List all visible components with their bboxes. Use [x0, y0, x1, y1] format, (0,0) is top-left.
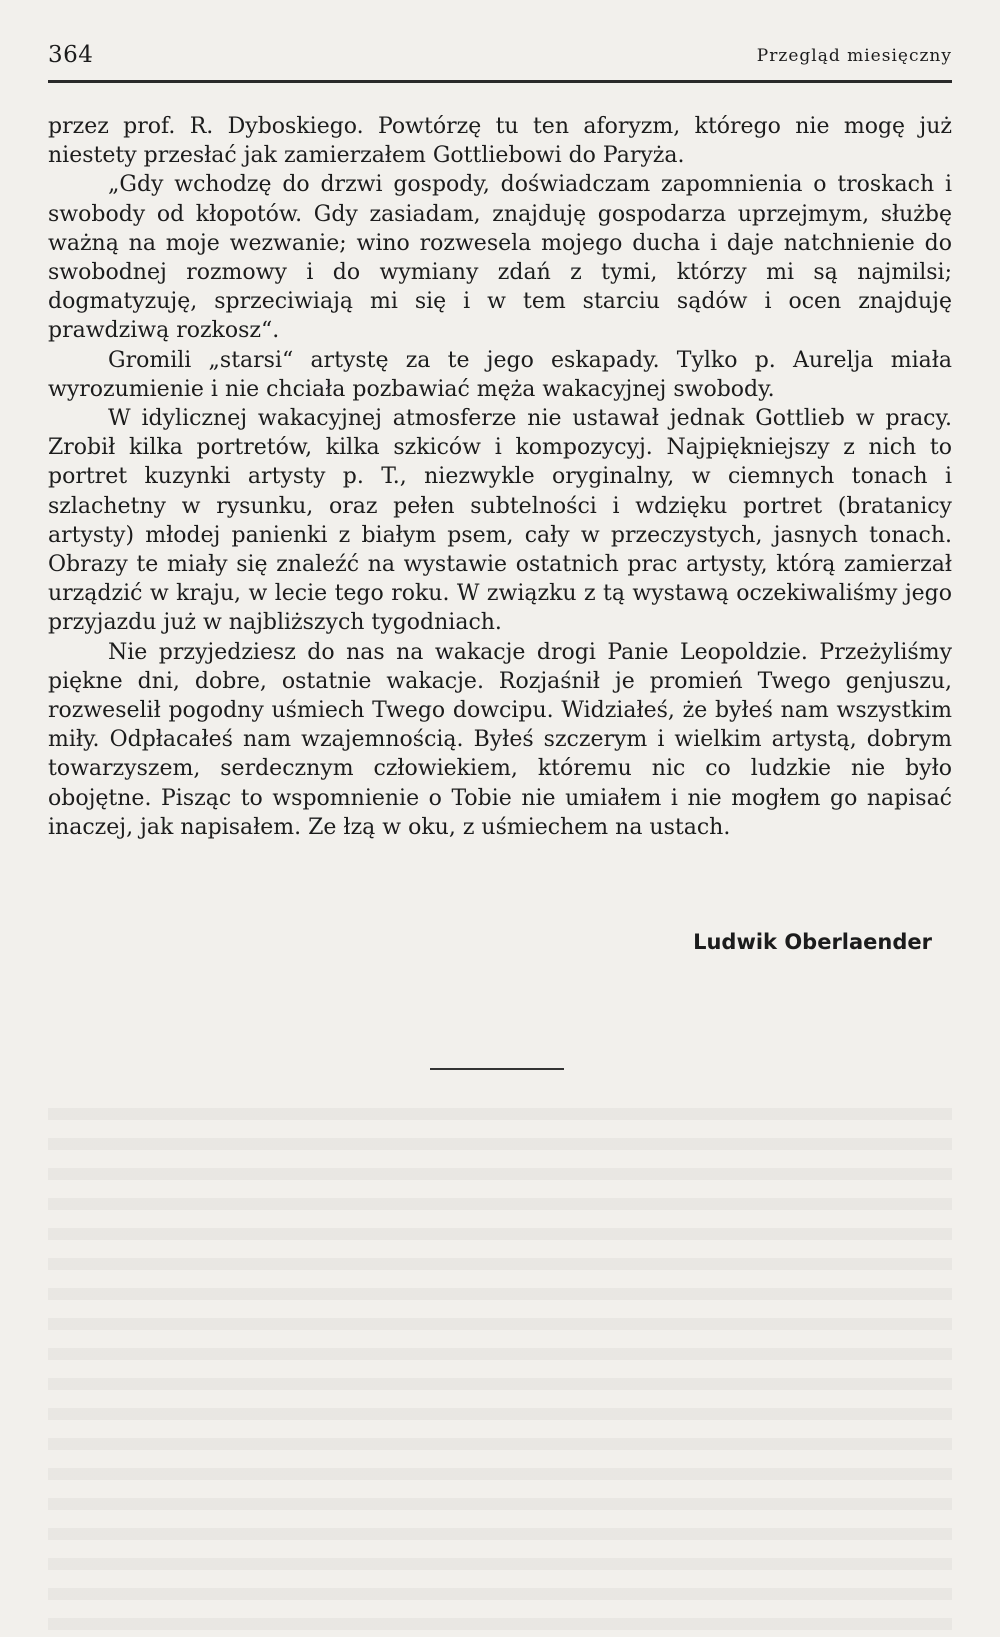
paragraph: przez prof. R. Dyboskiego. Powtórzę tu ten aforyzm, którego nie mogę już niestety przesłać jak zamierzałem Gottliebowi do Paryża.: [48, 114, 952, 169]
paragraph: „Gdy wchodzę do drzwi gospody, doświadczam zapomnienia o troskach i swobody od kłopotów. Gdy zasiadam, znajduję gospodarza uprzejmym, służbę ważną na moje wezwanie; wino rozwesela mojego ducha i daje natchnienie do swobodnej rozmowy i do wymiany zdań z tymi, którzy mi są najmilsi; dogmatyzuję, sprzeciwiają mi się i w tem starciu sądów i ocen znajduję prawdziwą rozkosz“.: [48, 172, 952, 344]
page-header: [48, 42, 952, 82]
running-title: Przegląd miesięczny: [756, 46, 952, 66]
page-number: 364: [48, 42, 94, 68]
end-of-article-rule: [430, 1068, 564, 1070]
author-signature: Ludwik Oberlaender: [693, 930, 932, 954]
paragraph: Nie przyjedziesz do nas na wakacje drogi Panie Leopoldzie. Przeżyliśmy piękne dni, dobre, ostatnie wakacje. Rozjaśnił je promień Twego genjuszu, rozweselił pogodny uśmiech Twego dowcipu. Widziałeś, że byłeś nam wszystkim miły. Odpłacałeś nam wzajemnością. Byłeś szczerym i wielkim artystą, dobrym towarzyszem, serdecznym człowiekiem, któremu nic co ludzkie nie było obojętne. Pisząc to wspomnienie o Tobie nie umiałem i nie mogłem go napisać inaczej, jak napisałem. Ze łzą w oku, z uśmiechem na ustach.: [48, 639, 952, 840]
reverse-page-bleed-through: [48, 1090, 952, 1637]
header-rule: [48, 80, 952, 83]
paragraph: Gromili „starsi“ artystę za te jego eskapady. Tylko p. Aurelja miała wyrozumienie i nie chciała pozbawiać męża wakacyjnej swobody.: [48, 347, 952, 402]
article-body: [48, 112, 952, 842]
paragraph: W idylicznej wakacyjnej atmosferze nie ustawał jednak Gottlieb w pracy. Zrobił kilka portretów, kilka szkiców i kompozycyj. Najpiękniejszy z nich to portret kuzynki artysty p. T., niezwykle oryginalny, w ciemnych tonach i szlachetny w rysunku, oraz pełen subtelności i wdzięku portret (bratanicy artysty) młodej panienki z białym psem, cały w przeczystych, jasnych tonach. Obrazy te miały się znaleźć na wystawie ostatnich prac artysty, którą zamierzał urządzić w kraju, w lecie tego roku. W związku z tą wystawą oczekiwaliśmy jego przyjazdu już w najbliższych tygodniach.: [48, 406, 952, 636]
